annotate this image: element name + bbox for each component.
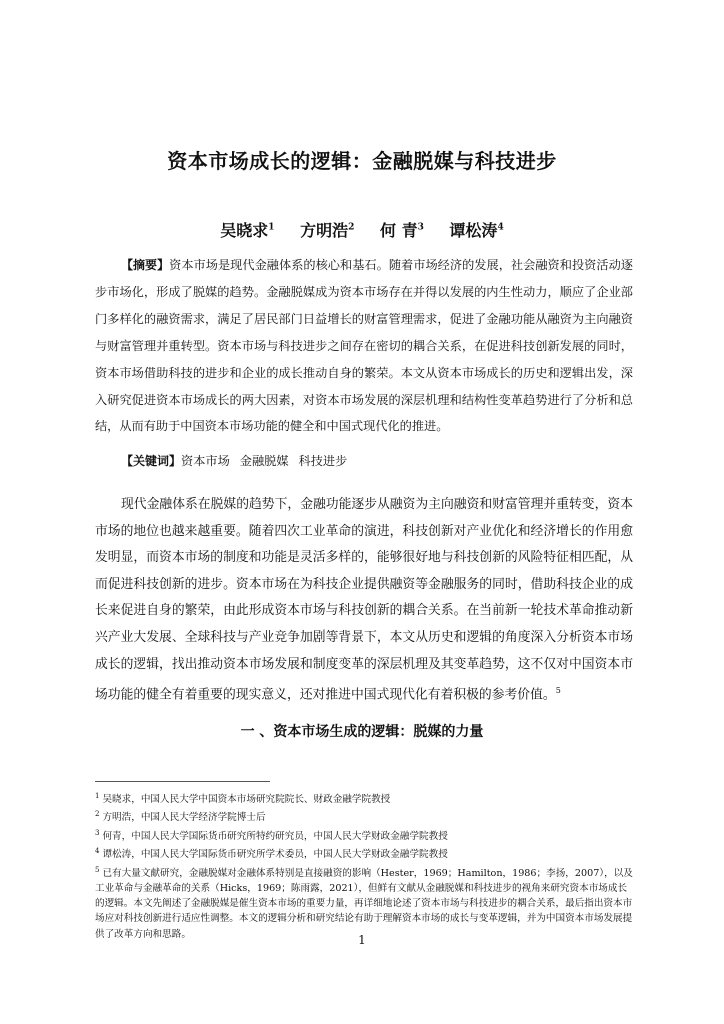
keyword: 金融脱媒: [239, 454, 289, 468]
abstract-text: 资本市场是现代金融体系的核心和基石。随着市场经济的发展，社会融资和投资活动逐步市场化，形成了脱媒的趋势。金融脱媒成为资本市场存在并得以发展的内生性动力，顺应了企业部门多样化的融资需求，满足了居民部门日益增长的财富管理需求，促进了金融功能从融资为主向融资与财富管理并重转型。资本市场与科技进步之间存在密切的耦合关系，在促进科技创新发展的同时，资本市场借助科技的进步和企业的成长推动自身的繁荣。本文从资本市场成长的历史和逻辑出发，深入研究促进资本市场成长的两大因素，对资本市场发展的深层机理和结构性变革趋势进行了分析和总结，从而有助于中国资本市场功能的健全和中国式现代化的推进。: [95, 258, 633, 434]
keywords-label: 【关键词】: [121, 454, 182, 468]
author-footnote-mark: 4: [497, 222, 504, 233]
keyword: 科技进步: [298, 454, 348, 468]
footnote-number: 4: [95, 847, 100, 856]
footnote-number: 5: [95, 865, 100, 874]
author-name: 方明浩: [300, 221, 349, 240]
author-footnote-mark: 2: [348, 222, 355, 233]
footnote-text: 方明浩，中国人民大学经济学院博士后: [102, 812, 266, 824]
keyword: 资本市场: [181, 454, 230, 468]
author-name: 何 青: [380, 221, 418, 240]
body-paragraph-text: 现代金融体系在脱媒的趋势下，金融功能逐步从融资为主向融资和财富管理并重转变，资本市场的地位也越来越重要。随着四次工业革命的演进，科技创新对产业优化和经济增长的作用愈发明显，而资本市场的制度和功能是灵活多样的，能够很好地与科技创新的风险特征相匹配，从而促进科技创新的进步。资本市场在为科技企业提供融资等金融服务的同时，借助科技企业的成长来促进自身的繁荣，由此形成资本市场与科技创新的耦合关系。在当前新一轮技术革命推动新兴产业大发展、全球科技与产业竞争加剧等背景下，本文从历史和逻辑的角度深入分析资本市场成长的逻辑，找出推动资本市场发展和制度变革的深层机理及其变革趋势，这不仅对中国资本市场功能的健全有着重要的现实意义，还对推进中国式现代化有着积极的参考价值。: [95, 497, 633, 703]
footnote: [95, 844, 635, 862]
footnote-reference: 5: [555, 686, 561, 696]
footnote: [95, 807, 635, 825]
footnote-number: 1: [95, 792, 100, 800]
keywords: [121, 452, 357, 469]
footnote: [95, 863, 635, 942]
author-list: [0, 218, 724, 241]
author-name: 谭松涛: [449, 221, 498, 240]
author-name: 吴晓求: [220, 221, 269, 240]
footnote-text: 已有大量文献研究，金融脱媒对金融体系特别是直接融资的影响（Hester，1969；Hamilton，1986；李扬，2007），以及工业革命与金融革命的关系（Hicks，1969；陈雨露，2021），但鲜有文献从金融脱媒和科技进步的视角来研究资本市场成长的逻辑。本文先阐述了金融脱媒是催生资本市场的重要力量，再详细地论述了资本市场与科技进步的耦合关系，最后指出资本市场应对科技创新进行适应性调整。本文的逻辑分析和研究结论有助于理解资本市场的成长与变革逻辑，并为中国资本市场发展提供了改革方向和思路。: [95, 867, 633, 940]
footnote-text: 何青，中国人民大学国际货币研究所特约研究员，中国人民大学财政金融学院教授: [102, 830, 448, 842]
footnote-text: 吴晓求，中国人民大学中国资本市场研究院院长、财政金融学院教授: [102, 794, 391, 806]
abstract: [95, 252, 633, 440]
footnote-divider: [95, 781, 270, 782]
author: [380, 221, 424, 240]
author: [300, 221, 354, 240]
footnote-text: 谭松涛，中国人民大学国际货币研究所学术委员，中国人民大学财政金融学院教授: [102, 849, 448, 861]
footnote: [95, 789, 635, 807]
author: [220, 221, 274, 240]
author-footnote-mark: 1: [268, 222, 275, 233]
author-footnote-mark: 3: [417, 222, 424, 233]
body-paragraph: [95, 492, 633, 709]
footnotes: [95, 789, 635, 942]
paper-title: 资本市场成长的逻辑：金融脱媒与科技进步: [167, 149, 557, 173]
footnote: [95, 826, 635, 844]
abstract-label: 【摘要】: [121, 258, 170, 272]
author: [449, 221, 503, 240]
footnote-number: 2: [95, 810, 100, 819]
section-heading: 一 、资本市场生成的逻辑：脱媒的力量: [240, 724, 484, 740]
footnote-number: 3: [95, 828, 100, 837]
page-number: 1: [358, 933, 366, 947]
